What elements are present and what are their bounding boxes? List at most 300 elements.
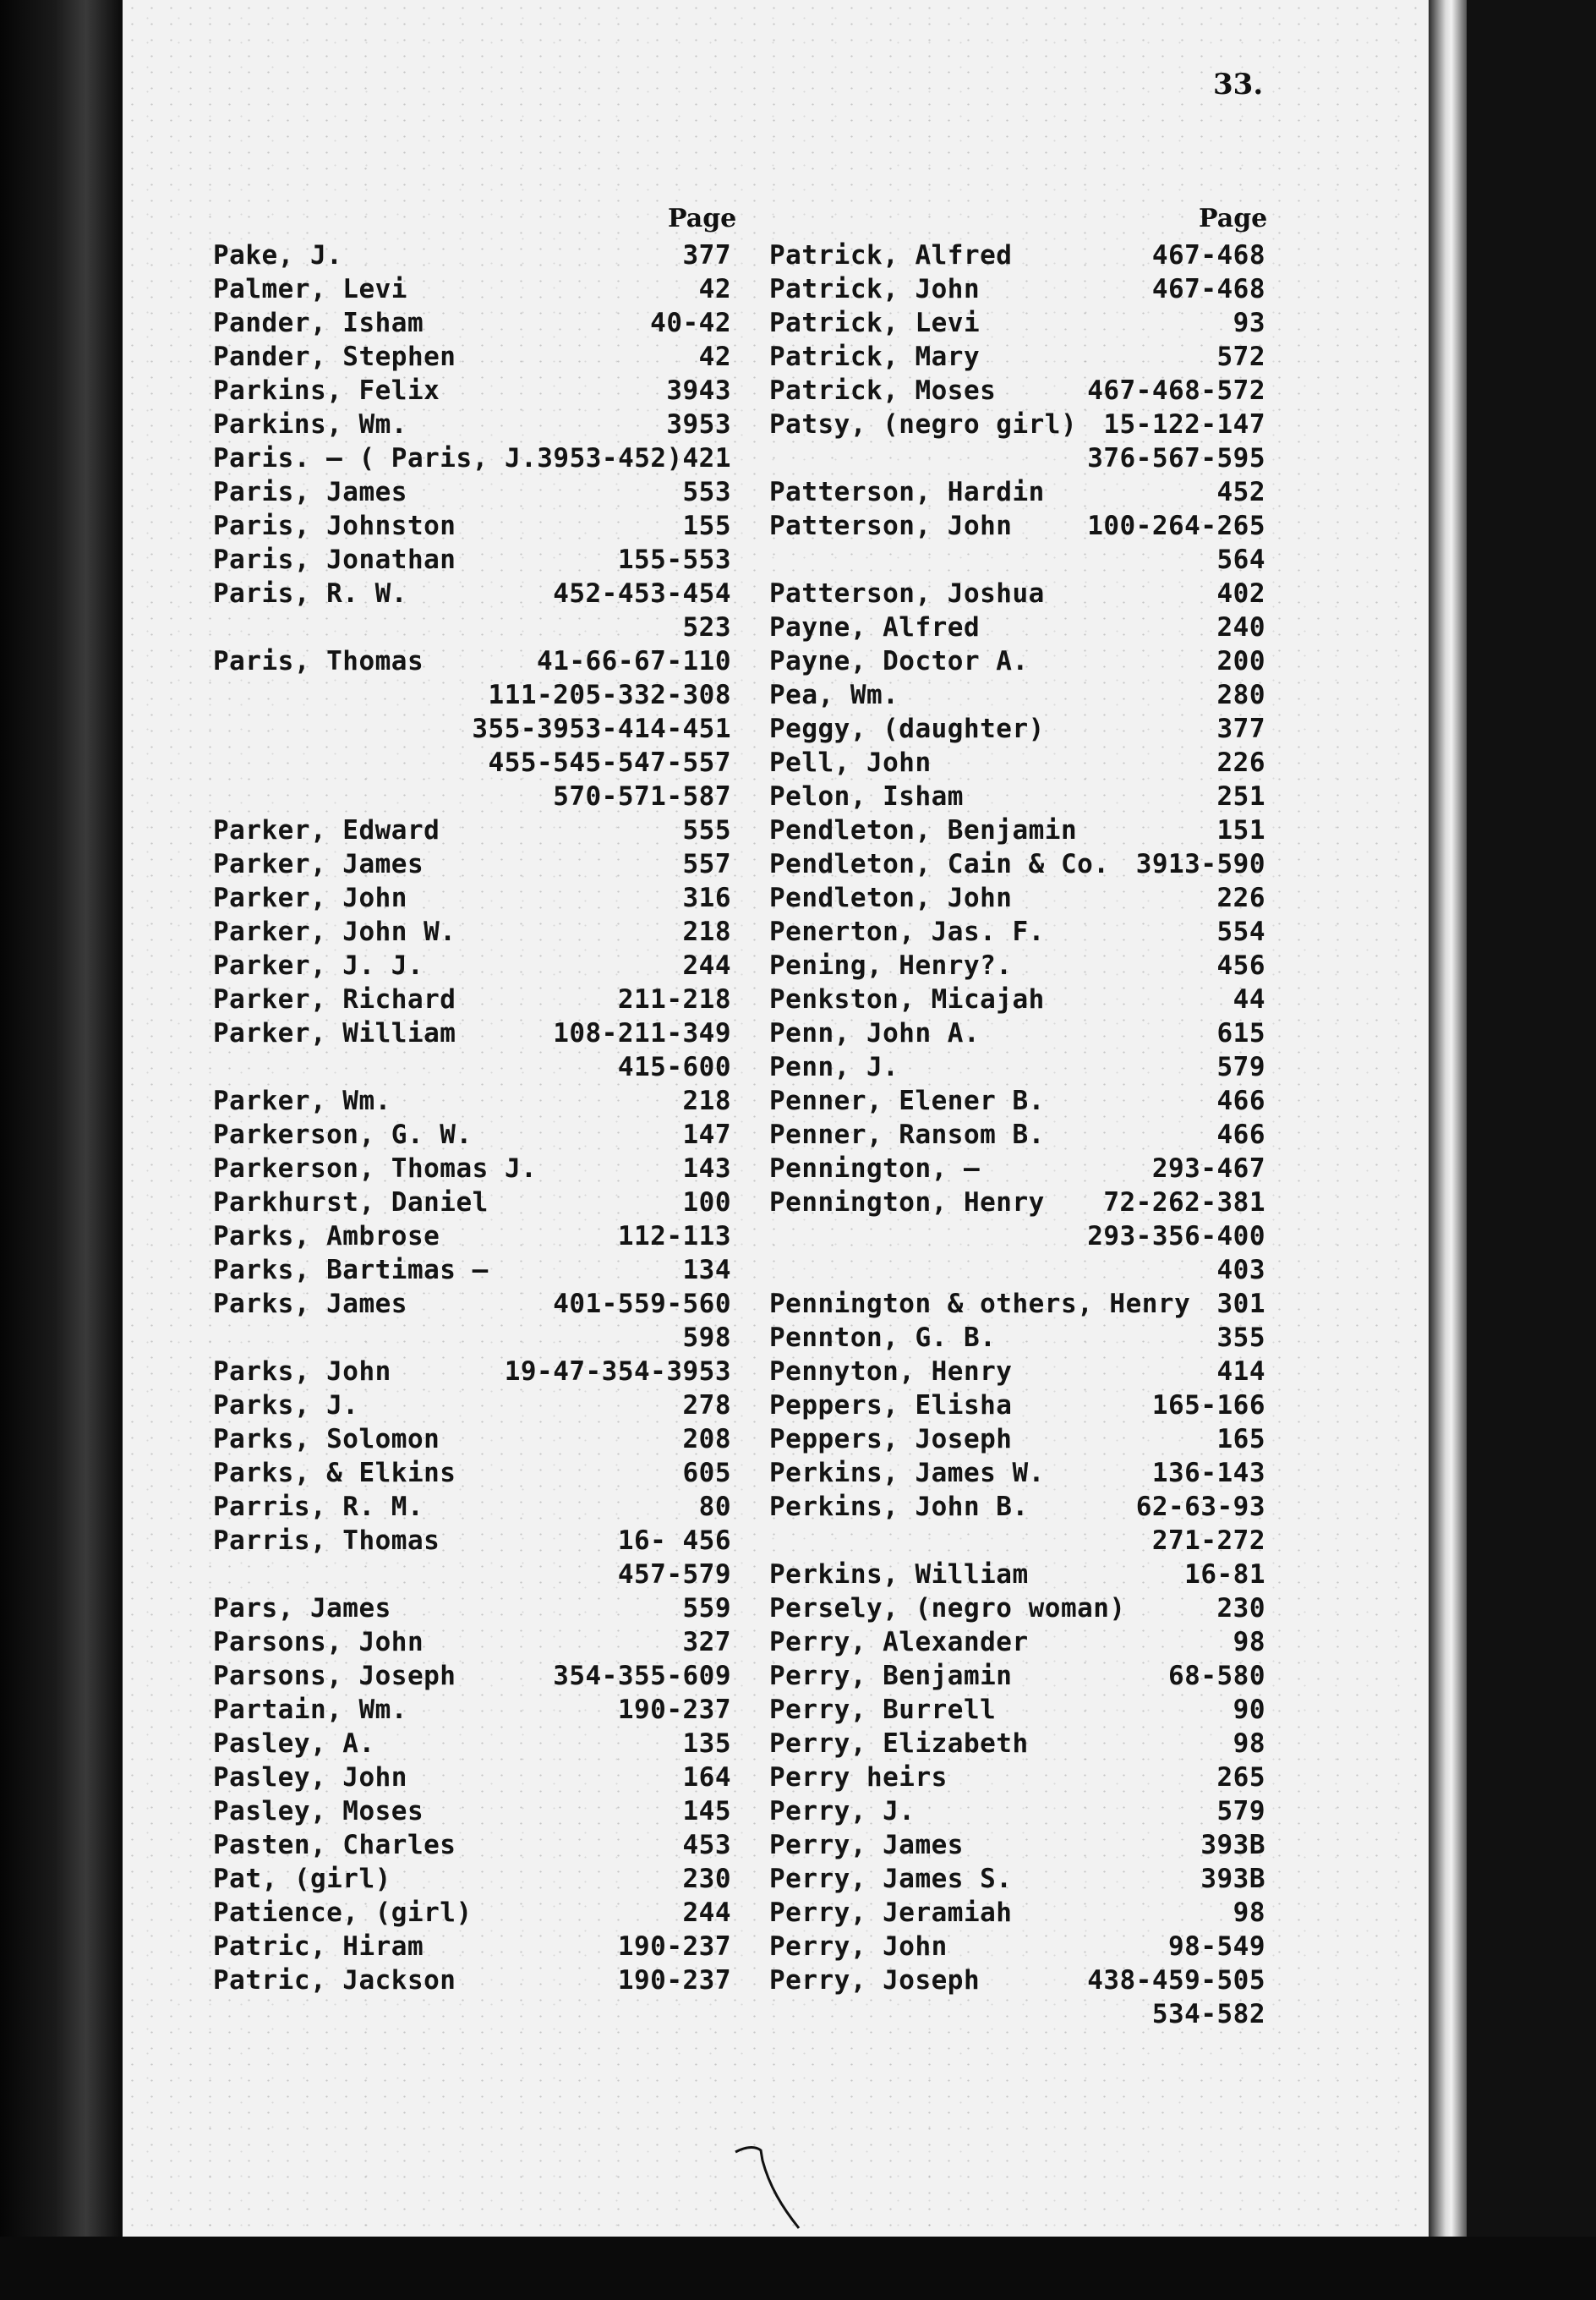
entry-pages: 271-272: [1151, 1525, 1265, 1556]
entry-pages: 100: [682, 1187, 731, 1218]
entry-name: Peppers, Joseph: [769, 1424, 1013, 1454]
entry-pages: 301: [1216, 1289, 1265, 1319]
entry-name: Parker, John W.: [213, 917, 456, 947]
entry-name: Pening, Henry?.: [769, 950, 1013, 981]
entry-name: Pasley, John: [213, 1762, 407, 1793]
entry-name: Peppers, Elisha: [769, 1390, 1013, 1421]
entry-name: Patrick, Mary: [769, 342, 981, 372]
entry-pages: 90: [1233, 1695, 1265, 1725]
index-entry: [213, 1219, 731, 1253]
index-entry: [213, 746, 731, 780]
index-entry: [213, 543, 731, 577]
index-entry: [769, 983, 1265, 1016]
index-entry: [213, 611, 731, 644]
entry-pages: 453: [682, 1830, 731, 1860]
right-index-column: [769, 238, 1265, 2031]
index-entry: [213, 1896, 731, 1930]
index-entry: [213, 1524, 731, 1558]
index-entry: [769, 1388, 1265, 1422]
index-entry: [769, 1727, 1265, 1761]
index-entry: [769, 1118, 1265, 1152]
entry-name: Perry, Alexander: [769, 1627, 1029, 1657]
entry-name: Parks, Solomon: [213, 1424, 440, 1454]
entry-pages: 523: [682, 612, 731, 643]
entry-name: Parks, John: [213, 1356, 391, 1387]
entry-pages: 456: [1216, 950, 1265, 981]
index-entry: [213, 408, 731, 441]
entry-name: Pennyton, Henry: [769, 1356, 1013, 1387]
index-entry: [213, 1659, 731, 1693]
index-entry: [769, 847, 1265, 881]
entry-pages: 72-262-381: [1103, 1187, 1265, 1218]
page-fold-edge: [1429, 0, 1467, 2249]
index-entry: [213, 1118, 731, 1152]
entry-pages: 354-355-609: [553, 1661, 731, 1691]
entry-pages: 251: [1216, 781, 1265, 812]
index-entry: [769, 306, 1265, 340]
entry-name: Parker, Richard: [213, 984, 456, 1015]
index-entry: [213, 1016, 731, 1050]
entry-pages: 136-143: [1151, 1458, 1265, 1488]
entry-name: Parkerson, Thomas J.: [213, 1153, 538, 1184]
entry-pages: 145: [682, 1796, 731, 1826]
entry-pages: 280: [1216, 680, 1265, 710]
entry-name: Parkins, Wm.: [213, 409, 407, 440]
entry-pages: 414: [1216, 1356, 1265, 1387]
entry-name: Patience, (girl): [213, 1898, 473, 1928]
index-entry: [213, 238, 731, 272]
entry-name: Pendleton, John: [769, 883, 1013, 913]
entry-pages: 230: [682, 1864, 731, 1894]
entry-name: Patric, Hiram: [213, 1931, 424, 1962]
entry-pages: 3953: [666, 409, 731, 440]
entry-pages: 3943: [666, 375, 731, 406]
index-entry: [213, 1186, 731, 1219]
entry-pages: 452-453-454: [553, 578, 731, 609]
entry-pages: 293-356-400: [1087, 1221, 1265, 1251]
index-entry: [769, 1625, 1265, 1659]
index-entry: [213, 983, 731, 1016]
entry-name: Peggy, (daughter): [769, 714, 1045, 744]
index-entry: [213, 1828, 731, 1862]
index-entry: [769, 1050, 1265, 1084]
page-number: 33.: [1213, 68, 1264, 101]
left-index-column: [213, 238, 731, 1997]
entry-name: Parsons, John: [213, 1627, 424, 1657]
entry-pages: 211-218: [617, 984, 731, 1015]
index-entry: [769, 1659, 1265, 1693]
index-entry: [769, 1253, 1265, 1287]
index-entry: [769, 712, 1265, 746]
entry-name: Perry, John: [769, 1931, 948, 1962]
index-entry: [769, 1490, 1265, 1524]
entry-pages: 572: [1216, 342, 1265, 372]
index-entry: [213, 272, 731, 306]
index-entry: [769, 1997, 1265, 2031]
entry-pages: 200: [1216, 646, 1265, 676]
index-entry: [769, 509, 1265, 543]
index-entry: [213, 1388, 731, 1422]
entry-name: Perkins, John B.: [769, 1492, 1029, 1522]
entry-pages: 16-81: [1184, 1559, 1265, 1590]
index-entry: [769, 746, 1265, 780]
index-entry: [769, 1896, 1265, 1930]
entry-pages: 230: [1216, 1593, 1265, 1624]
scan-background-right: [1467, 0, 1596, 2300]
entry-pages: 377: [1216, 714, 1265, 744]
entry-pages: 112-113: [617, 1221, 731, 1251]
entry-pages: 80: [698, 1492, 731, 1522]
entry-name: Penner, Ransom B.: [769, 1120, 1045, 1150]
index-entry: [769, 272, 1265, 306]
entry-pages: 15-122-147: [1103, 409, 1265, 440]
index-entry: [213, 1727, 731, 1761]
entry-pages: 564: [1216, 545, 1265, 575]
entry-pages: 401-559-560: [553, 1289, 731, 1319]
entry-name: Patterson, John: [769, 511, 1013, 541]
entry-pages: 452: [1216, 477, 1265, 507]
entry-pages: 155-553: [617, 545, 731, 575]
entry-name: Pendleton, Benjamin: [769, 815, 1078, 846]
index-entry: [769, 1558, 1265, 1591]
entry-name: Patsy, (negro girl): [769, 409, 1078, 440]
entry-name: Pars, James: [213, 1593, 391, 1624]
entry-pages: 190-237: [617, 1965, 731, 1996]
entry-name: Pennton, G. B.: [769, 1322, 997, 1353]
index-entry: [213, 1084, 731, 1118]
scan-background-bottom: [0, 2237, 1596, 2300]
entry-pages: 226: [1216, 883, 1265, 913]
index-entry: [213, 441, 731, 475]
entry-name: Pake, J.: [213, 240, 343, 271]
entry-pages: 44: [1233, 984, 1265, 1015]
entry-pages: 421: [682, 443, 731, 474]
entry-pages: 68-580: [1168, 1661, 1265, 1691]
entry-pages: 218: [682, 917, 731, 947]
entry-pages: 579: [1216, 1052, 1265, 1082]
entry-name: Pennington & others, Henry: [769, 1289, 1191, 1319]
entry-pages: 147: [682, 1120, 731, 1150]
entry-pages: 155: [682, 511, 731, 541]
entry-name: Payne, Doctor A.: [769, 646, 1029, 676]
index-entry: [769, 1693, 1265, 1727]
entry-name: Perry, Burrell: [769, 1695, 997, 1725]
index-entry: [769, 238, 1265, 272]
entry-pages: 615: [1216, 1018, 1265, 1049]
index-entry: [213, 1794, 731, 1828]
entry-name: Perry, Elizabeth: [769, 1728, 1029, 1759]
index-entry: [213, 475, 731, 509]
entry-name: Paris. — ( Paris, J.3953-452): [213, 443, 683, 474]
index-entry: [213, 644, 731, 678]
index-entry: [769, 475, 1265, 509]
index-entry: [769, 441, 1265, 475]
index-entry: [213, 509, 731, 543]
index-entry: [769, 1794, 1265, 1828]
index-entry: [769, 1219, 1265, 1253]
index-entry: [769, 813, 1265, 847]
entry-pages: 42: [698, 274, 731, 304]
entry-name: Patterson, Joshua: [769, 578, 1045, 609]
index-entry: [213, 1321, 731, 1355]
entry-name: Parris, Thomas: [213, 1525, 440, 1556]
index-entry: [769, 1524, 1265, 1558]
entry-pages: 376-567-595: [1087, 443, 1265, 474]
entry-pages: 555: [682, 815, 731, 846]
entry-name: Parks, Bartimas —: [213, 1255, 489, 1285]
right-page-column-header: Page: [1199, 204, 1268, 233]
index-entry: [769, 915, 1265, 949]
entry-name: Parkhurst, Daniel: [213, 1187, 489, 1218]
index-entry: [213, 678, 731, 712]
index-entry: [213, 1050, 731, 1084]
index-entry: [769, 881, 1265, 915]
index-entry: [213, 949, 731, 983]
index-entry: [213, 712, 731, 746]
entry-name: Parker, William: [213, 1018, 456, 1049]
entry-name: Parker, James: [213, 849, 424, 879]
entry-name: Partain, Wm.: [213, 1695, 407, 1725]
index-entry: [769, 949, 1265, 983]
index-entry: [769, 611, 1265, 644]
entry-pages: 557: [682, 849, 731, 879]
entry-name: Pat, (girl): [213, 1864, 391, 1894]
entry-pages: 208: [682, 1424, 731, 1454]
entry-pages: 377: [682, 240, 731, 271]
index-entry: [213, 306, 731, 340]
entry-pages: 165: [1216, 1424, 1265, 1454]
index-entry: [213, 577, 731, 611]
entry-pages: 244: [682, 950, 731, 981]
index-entry: [769, 1422, 1265, 1456]
entry-name: Perry, James S.: [769, 1864, 1013, 1894]
entry-name: Patric, Jackson: [213, 1965, 456, 1996]
index-entry: [769, 1016, 1265, 1050]
entry-name: Parks, J.: [213, 1390, 359, 1421]
entry-name: Persely, (negro woman): [769, 1593, 1126, 1624]
index-entry: [769, 1591, 1265, 1625]
index-entry: [213, 1625, 731, 1659]
entry-name: Pea, Wm.: [769, 680, 899, 710]
entry-name: Parker, John: [213, 883, 407, 913]
entry-pages: 570-571-587: [553, 781, 731, 812]
entry-pages: 244: [682, 1898, 731, 1928]
entry-pages: 438-459-505: [1087, 1965, 1265, 1996]
index-entry: [213, 1693, 731, 1727]
index-entry: [213, 1761, 731, 1794]
entry-pages: 467-468-572: [1087, 375, 1265, 406]
index-entry: [213, 915, 731, 949]
entry-pages: 108-211-349: [553, 1018, 731, 1049]
index-entry: [213, 1490, 731, 1524]
index-entry: [769, 1930, 1265, 1963]
entry-pages: 98: [1233, 1898, 1265, 1928]
entry-name: Pasten, Charles: [213, 1830, 456, 1860]
entry-pages: 240: [1216, 612, 1265, 643]
entry-pages: 467-468: [1151, 240, 1265, 271]
entry-pages: 98: [1233, 1627, 1265, 1657]
entry-name: Perry, Benjamin: [769, 1661, 1013, 1691]
entry-name: Patrick, John: [769, 274, 981, 304]
entry-pages: 466: [1216, 1120, 1265, 1150]
entry-name: Penn, J.: [769, 1052, 899, 1082]
entry-name: Paris, James: [213, 477, 407, 507]
entry-name: Patrick, Levi: [769, 308, 981, 338]
entry-pages: 143: [682, 1153, 731, 1184]
entry-pages: 62-63-93: [1135, 1492, 1265, 1522]
entry-name: Pelon, Isham: [769, 781, 964, 812]
entry-pages: 554: [1216, 917, 1265, 947]
entry-name: Pennington, —: [769, 1153, 981, 1184]
entry-pages: 19-47-354-3953: [504, 1356, 731, 1387]
index-entry: [213, 1558, 731, 1591]
index-entry: [769, 644, 1265, 678]
entry-pages: 559: [682, 1593, 731, 1624]
index-entry: [769, 1456, 1265, 1490]
index-entry: [769, 1287, 1265, 1321]
entry-pages: 135: [682, 1728, 731, 1759]
entry-pages: 403: [1216, 1255, 1265, 1285]
entry-name: Penner, Elener B.: [769, 1086, 1045, 1116]
index-entry: [769, 678, 1265, 712]
entry-pages: 93: [1233, 308, 1265, 338]
entry-pages: 226: [1216, 748, 1265, 778]
index-entry: [213, 1456, 731, 1490]
entry-pages: 605: [682, 1458, 731, 1488]
entry-pages: 111-205-332-308: [488, 680, 731, 710]
entry-name: Parker, Wm.: [213, 1086, 391, 1116]
index-entry: [213, 1355, 731, 1388]
entry-pages: 393B: [1200, 1864, 1265, 1894]
entry-pages: 41-66-67-110: [537, 646, 731, 676]
entry-pages: 278: [682, 1390, 731, 1421]
index-entry: [769, 1152, 1265, 1186]
entry-pages: 466: [1216, 1086, 1265, 1116]
entry-pages: 3913-590: [1135, 849, 1265, 879]
entry-name: Palmer, Levi: [213, 274, 407, 304]
index-entry: [769, 1186, 1265, 1219]
entry-name: Parker, J. J.: [213, 950, 424, 981]
entry-name: Paris, R. W.: [213, 578, 407, 609]
entry-pages: 553: [682, 477, 731, 507]
entry-name: Pennington, Henry: [769, 1187, 1045, 1218]
entry-name: Paris, Johnston: [213, 511, 456, 541]
entry-name: Parks, James: [213, 1289, 407, 1319]
entry-pages: 355-3953-414-451: [472, 714, 731, 744]
entry-pages: 218: [682, 1086, 731, 1116]
entry-name: Patrick, Alfred: [769, 240, 1013, 271]
entry-name: Perkins, James W.: [769, 1458, 1045, 1488]
entry-name: Perry, James: [769, 1830, 964, 1860]
entry-pages: 98-549: [1168, 1931, 1265, 1962]
entry-pages: 42: [698, 342, 731, 372]
entry-name: Perkins, William: [769, 1559, 1029, 1590]
index-entry: [213, 1930, 731, 1963]
pen-mark: [710, 2135, 820, 2237]
book-binding-edge: [0, 0, 123, 2300]
entry-pages: 98: [1233, 1728, 1265, 1759]
entry-pages: 293-467: [1151, 1153, 1265, 1184]
entry-pages: 467-468: [1151, 274, 1265, 304]
index-entry: [769, 1828, 1265, 1862]
index-entry: [213, 813, 731, 847]
entry-name: Parris, R. M.: [213, 1492, 424, 1522]
index-entry: [769, 577, 1265, 611]
entry-name: Parks, Ambrose: [213, 1221, 440, 1251]
index-entry: [213, 340, 731, 374]
entry-name: Parker, Edward: [213, 815, 440, 846]
index-entry: [213, 1862, 731, 1896]
index-entry: [769, 340, 1265, 374]
index-entry: [769, 1761, 1265, 1794]
index-entry: [213, 1253, 731, 1287]
index-entry: [213, 1591, 731, 1625]
index-entry: [769, 374, 1265, 408]
entry-name: Payne, Alfred: [769, 612, 981, 643]
entry-pages: 190-237: [617, 1931, 731, 1962]
index-entry: [213, 1152, 731, 1186]
index-entry: [213, 1287, 731, 1321]
index-entry: [213, 881, 731, 915]
entry-name: Pell, John: [769, 748, 932, 778]
index-entry: [769, 1084, 1265, 1118]
entry-pages: 165-166: [1151, 1390, 1265, 1421]
index-entry: [213, 374, 731, 408]
entry-name: Pander, Stephen: [213, 342, 456, 372]
entry-pages: 393B: [1200, 1830, 1265, 1860]
left-page-column-header: Page: [668, 204, 737, 233]
entry-pages: 579: [1216, 1796, 1265, 1826]
entry-pages: 327: [682, 1627, 731, 1657]
entry-name: Perry heirs: [769, 1762, 948, 1793]
entry-name: Pendleton, Cain & Co.: [769, 849, 1110, 879]
entry-name: Perry, J.: [769, 1796, 916, 1826]
entry-name: Paris, Jonathan: [213, 545, 456, 575]
entry-pages: 100-264-265: [1087, 511, 1265, 541]
entry-pages: 265: [1216, 1762, 1265, 1793]
entry-pages: 355: [1216, 1322, 1265, 1353]
index-entry: [213, 1422, 731, 1456]
index-entry: [769, 780, 1265, 813]
entry-pages: 457-579: [617, 1559, 731, 1590]
entry-pages: 455-545-547-557: [488, 748, 731, 778]
index-entry: [769, 1963, 1265, 1997]
entry-name: Pander, Isham: [213, 308, 424, 338]
entry-name: Penkston, Micajah: [769, 984, 1045, 1015]
entry-name: Patterson, Hardin: [769, 477, 1045, 507]
index-entry: [769, 1355, 1265, 1388]
index-entry: [769, 543, 1265, 577]
entry-name: Parks, & Elkins: [213, 1458, 456, 1488]
entry-pages: 402: [1216, 578, 1265, 609]
index-entry: [769, 1862, 1265, 1896]
entry-name: Penerton, Jas. F.: [769, 917, 1045, 947]
entry-name: Parkins, Felix: [213, 375, 440, 406]
entry-pages: 134: [682, 1255, 731, 1285]
entry-pages: 316: [682, 883, 731, 913]
index-entry: [769, 408, 1265, 441]
entry-pages: 598: [682, 1322, 731, 1353]
index-entry: [213, 1963, 731, 1997]
entry-name: Parsons, Joseph: [213, 1661, 456, 1691]
entry-pages: 164: [682, 1762, 731, 1793]
entry-name: Perry, Jeramiah: [769, 1898, 1013, 1928]
index-entry: [213, 847, 731, 881]
index-entry: [769, 1321, 1265, 1355]
entry-name: Paris, Thomas: [213, 646, 424, 676]
entry-name: Perry, Joseph: [769, 1965, 981, 1996]
entry-name: Pasley, A.: [213, 1728, 375, 1759]
